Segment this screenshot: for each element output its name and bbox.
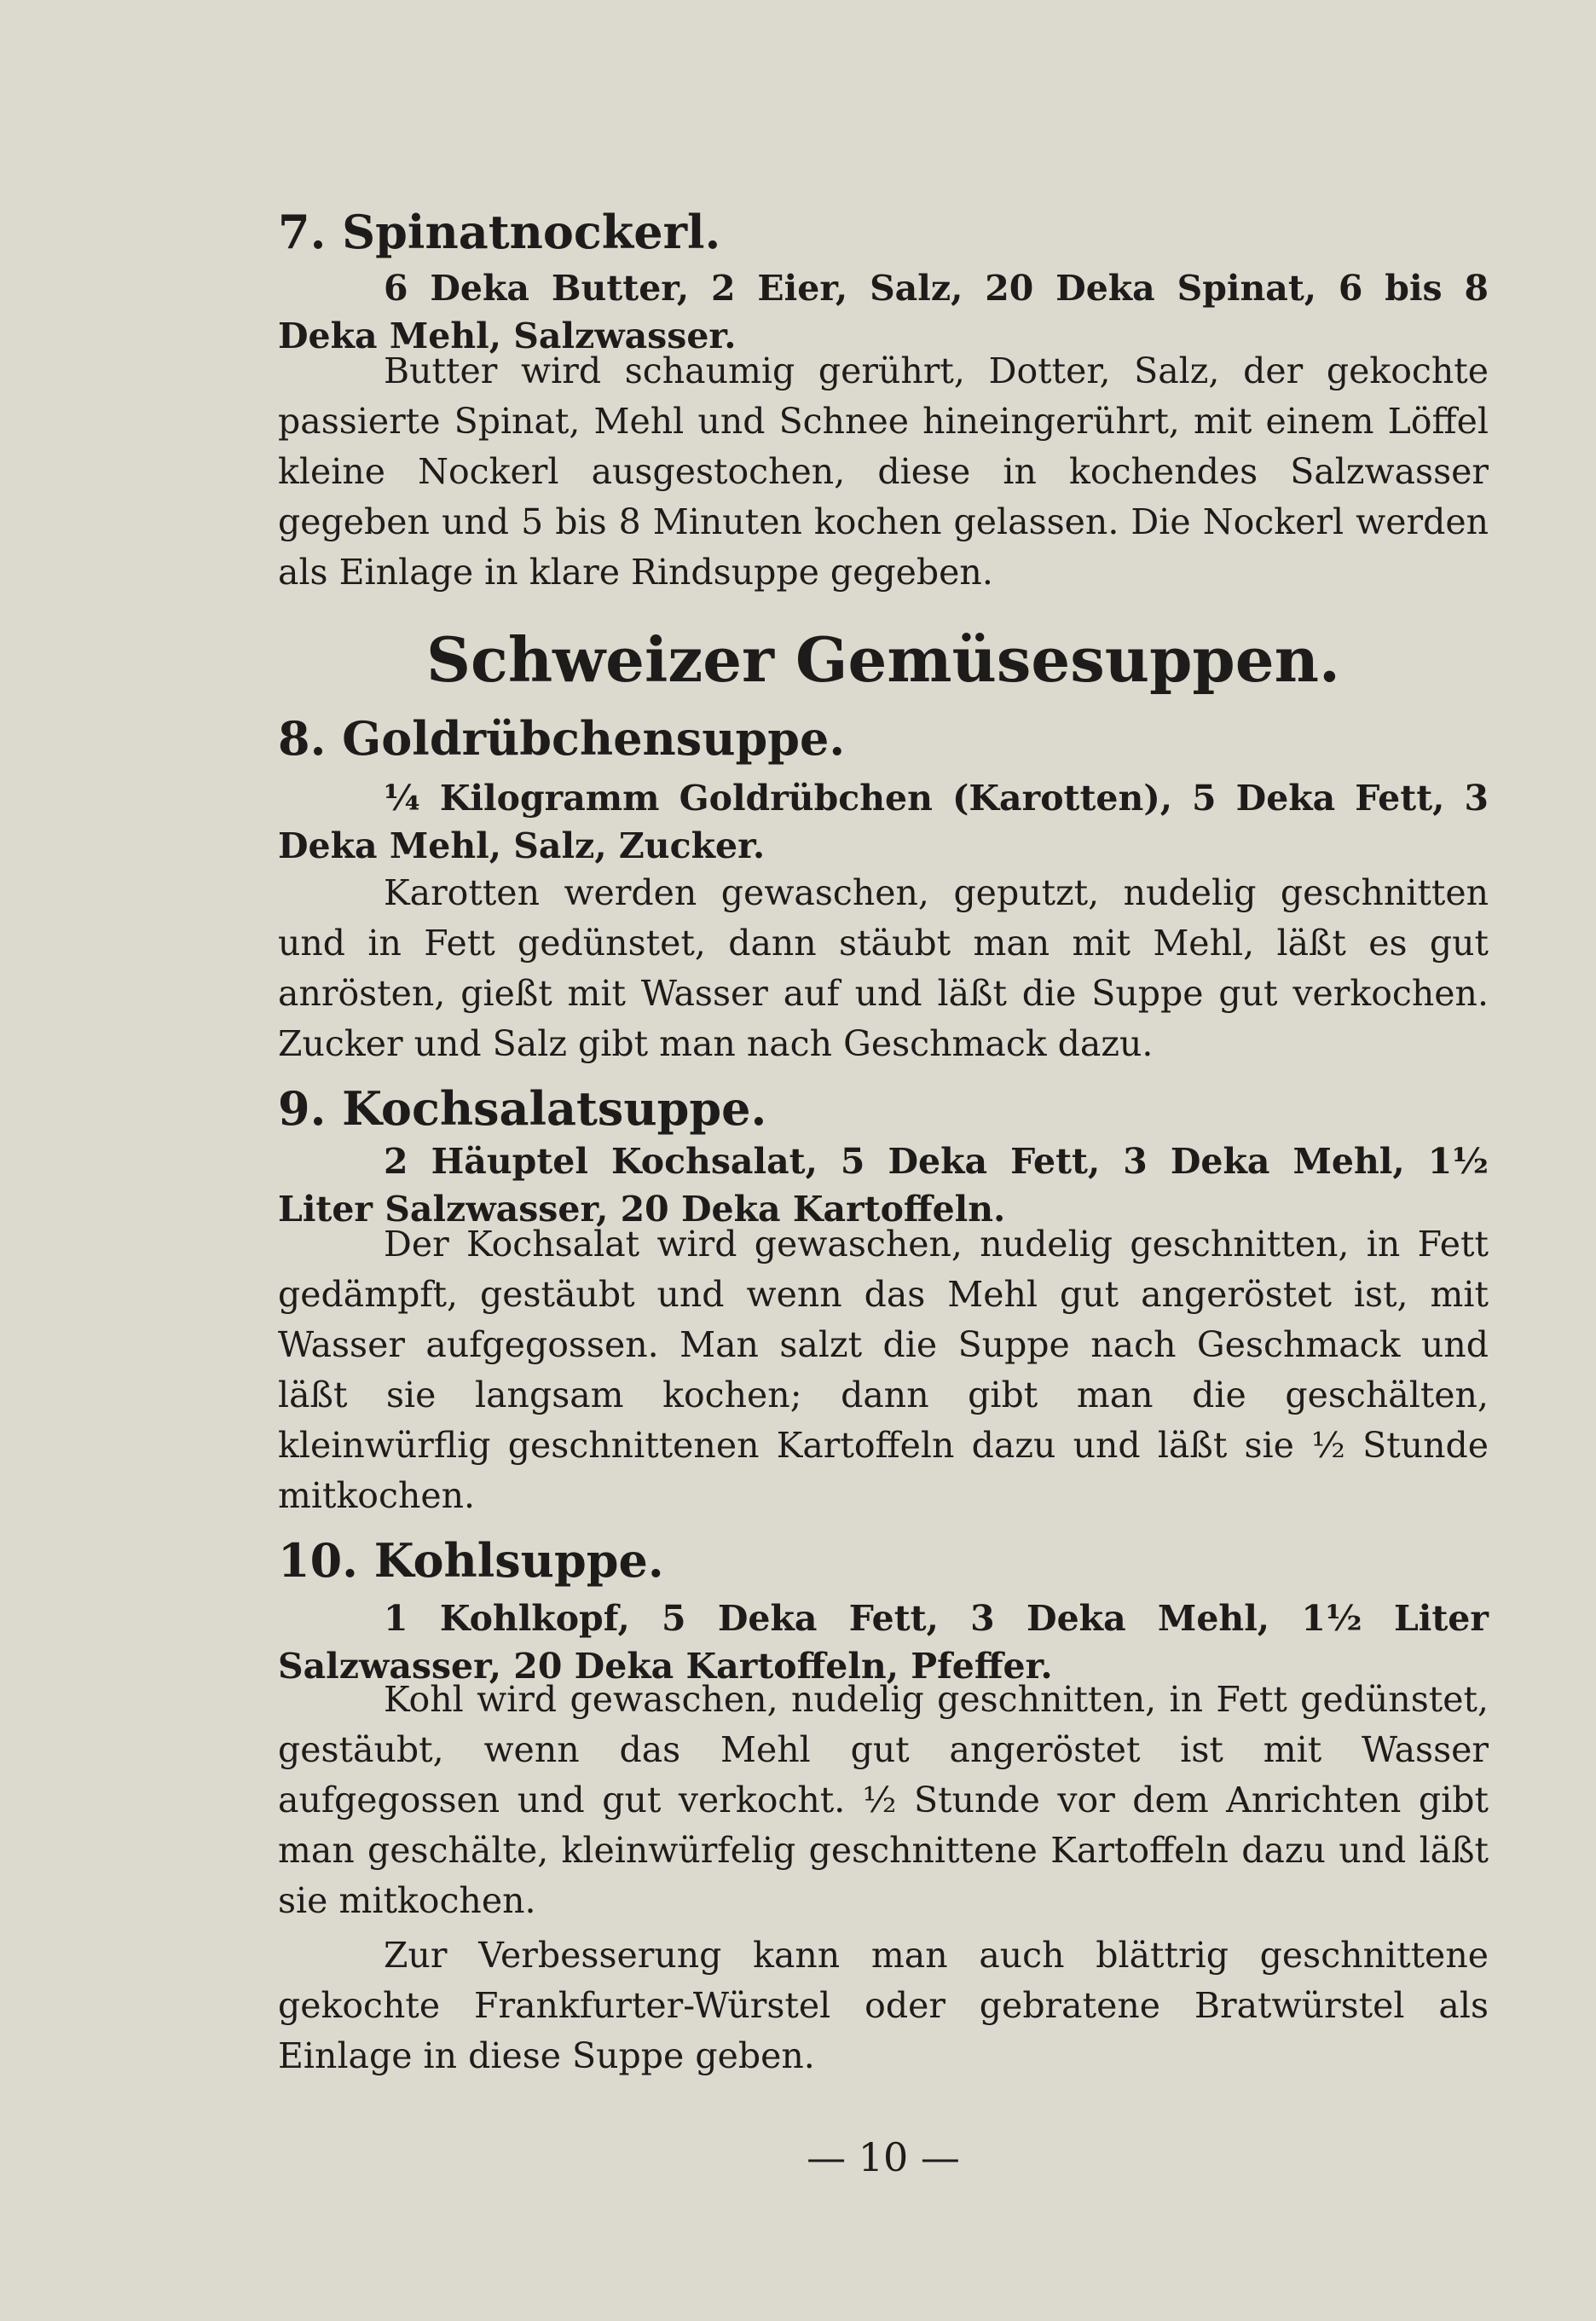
- section-heading: Schweizer Gemüsesuppen.: [426, 623, 1340, 696]
- recipe-8-ingredients: ¼ Kilogramm Goldrübchen (Karotten), 5 Deka Fett, 3 Deka Mehl, Salz, Zucker.: [278, 778, 1489, 866]
- recipe-9-paragraph-1: Der Kochsalat wird gewaschen, nudelig geschnitten, in Fett gedämpft, gestäubt und wenn das Mehl gut angeröstet ist, mit Wasser aufgegossen. Man salzt die Suppe nach Geschmack und läßt sie langsam kochen; dann gibt man die geschälten, kleinwürflig geschnittenen Kartoffeln dazu und läßt sie ½ Stunde mitkochen.: [278, 1224, 1489, 1516]
- recipe-7-ingredients: 6 Deka Butter, 2 Eier, Salz, 20 Deka Spinat, 6 bis 8 Deka Mehl, Salzwasser.: [278, 268, 1489, 356]
- recipe-8-paragraph-1: Karotten werden gewaschen, geputzt, nudelig geschnitten und in Fett gedünstet, dann stäubt man mit Mehl, läßt es gut anrösten, gießt mit Wasser auf und läßt die Suppe gut verkochen. Zucker und Salz gibt man nach Geschmack dazu.: [278, 872, 1489, 1064]
- book-page: [278, 0, 1489, 2321]
- recipe-10-title: 10. Kohlsuppe.: [278, 1533, 664, 1588]
- recipe-9-title: 9. Kochsalatsuppe.: [278, 1081, 767, 1136]
- recipe-10-paragraph-2: Zur Verbesserung kann man auch blättrig geschnittene gekochte Frankfurter-Würstel oder gebratene Bratwürstel als Einlage in diese Suppe geben.: [278, 1935, 1489, 2076]
- recipe-8-title: 8. Goldrübchensuppe.: [278, 711, 846, 766]
- recipe-9-ingredients: 2 Häuptel Kochsalat, 5 Deka Fett, 3 Deka Mehl, 1½ Liter Salzwasser, 20 Deka Kartoffeln.: [278, 1141, 1489, 1230]
- page-number: — 10 —: [807, 2134, 960, 2180]
- recipe-7-paragraph-1: Butter wird schaumig gerührt, Dotter, Salz, der gekochte passierte Spinat, Mehl und Schnee hineingerührt, mit einem Löffel kleine Nockerl ausgestochen, diese in kochendes Salzwasser gegeben und 5 bis 8 Minuten kochen gelassen. Die Nockerl werden als Einlage in klare Rindsuppe gegeben.: [278, 350, 1489, 593]
- recipe-7-title: 7. Spinatnockerl.: [278, 205, 721, 259]
- recipe-10-paragraph-1: Kohl wird gewaschen, nudelig geschnitten, in Fett gedünstet, gestäubt, wenn das Mehl gut angeröstet ist mit Wasser aufgegossen und gut verkocht. ½ Stunde vor dem Anrichten gibt man geschälte, kleinwürfelig geschnittene Kartoffeln dazu und läßt sie mitkochen.: [278, 1679, 1489, 1921]
- recipe-10-ingredients: 1 Kohlkopf, 5 Deka Fett, 3 Deka Mehl, 1½ Liter Salzwasser, 20 Deka Kartoffeln, Pfeffer.: [278, 1598, 1489, 1687]
